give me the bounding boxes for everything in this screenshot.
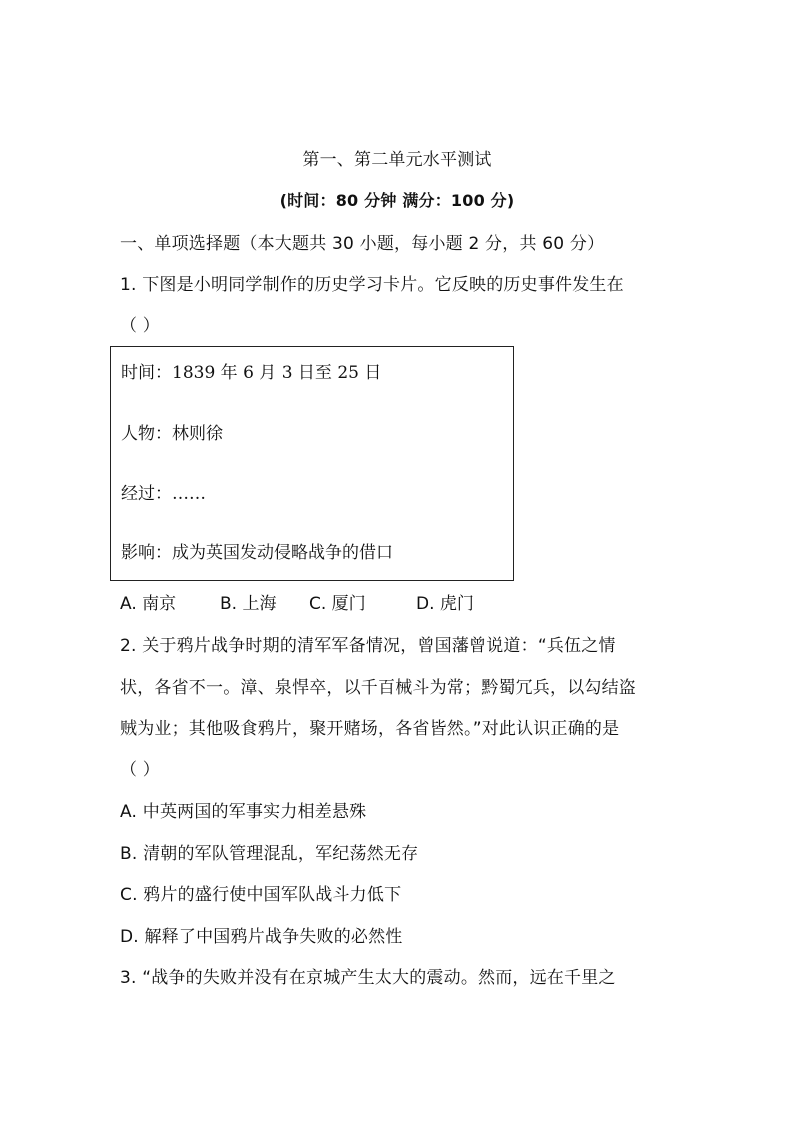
document-subtitle: (时间：80 分钟 满分：100 分) (279, 191, 515, 210)
question-2-option-c: C. 鸦片的盛行使中国军队战斗力低下 (120, 885, 402, 905)
question-1-option-c: C. 厦门 (309, 594, 366, 614)
question-2-line-1: 2. 关于鸦片战争时期的清军军备情况，曾国藩曾说道：“兵伍之情 (120, 636, 616, 656)
question-2-paren: （ ） (120, 760, 161, 780)
question-2-option-d: D. 解释了中国鸦片战争失败的必然性 (120, 927, 403, 947)
section-heading: 一、单项选择题（本大题共 30 小题，每小题 2 分，共 60 分） (120, 234, 605, 254)
question-1-paren: （ ） (120, 316, 161, 336)
question-3-line-1: 3. “战争的失败并没有在京城产生太大的震动。然而，远在千里之 (120, 968, 616, 988)
question-2-line-2: 状，各省不一。漳、泉悍卒，以千百械斗为常；黔蜀冗兵，以勾结盗 (120, 678, 636, 698)
question-1-option-a: A. 南京 (120, 594, 177, 614)
question-2-option-b: B. 清朝的军队管理混乱，军纪荡然无存 (120, 844, 419, 864)
card-effect: 影响：成为英国发动侵略战争的借口 (121, 543, 393, 563)
question-1-stem: 1. 下图是小明同学制作的历史学习卡片。它反映的历史事件发生在 (120, 275, 624, 295)
card-process: 经过：…… (121, 484, 206, 504)
history-study-card (110, 346, 514, 581)
card-time: 时间：1839 年 6 月 3 日至 25 日 (121, 363, 382, 383)
document-title: 第一、第二单元水平测试 (302, 150, 492, 170)
question-1-option-d: D. 虎门 (416, 594, 474, 614)
question-2-option-a: A. 中英两国的军事实力相差悬殊 (120, 802, 367, 822)
card-person: 人物：林则徐 (121, 424, 223, 444)
question-1-option-b: B. 上海 (220, 594, 277, 614)
question-2-line-3: 贼为业；其他吸食鸦片，聚开赌场，各省皆然。”对此认识正确的是 (120, 719, 620, 739)
